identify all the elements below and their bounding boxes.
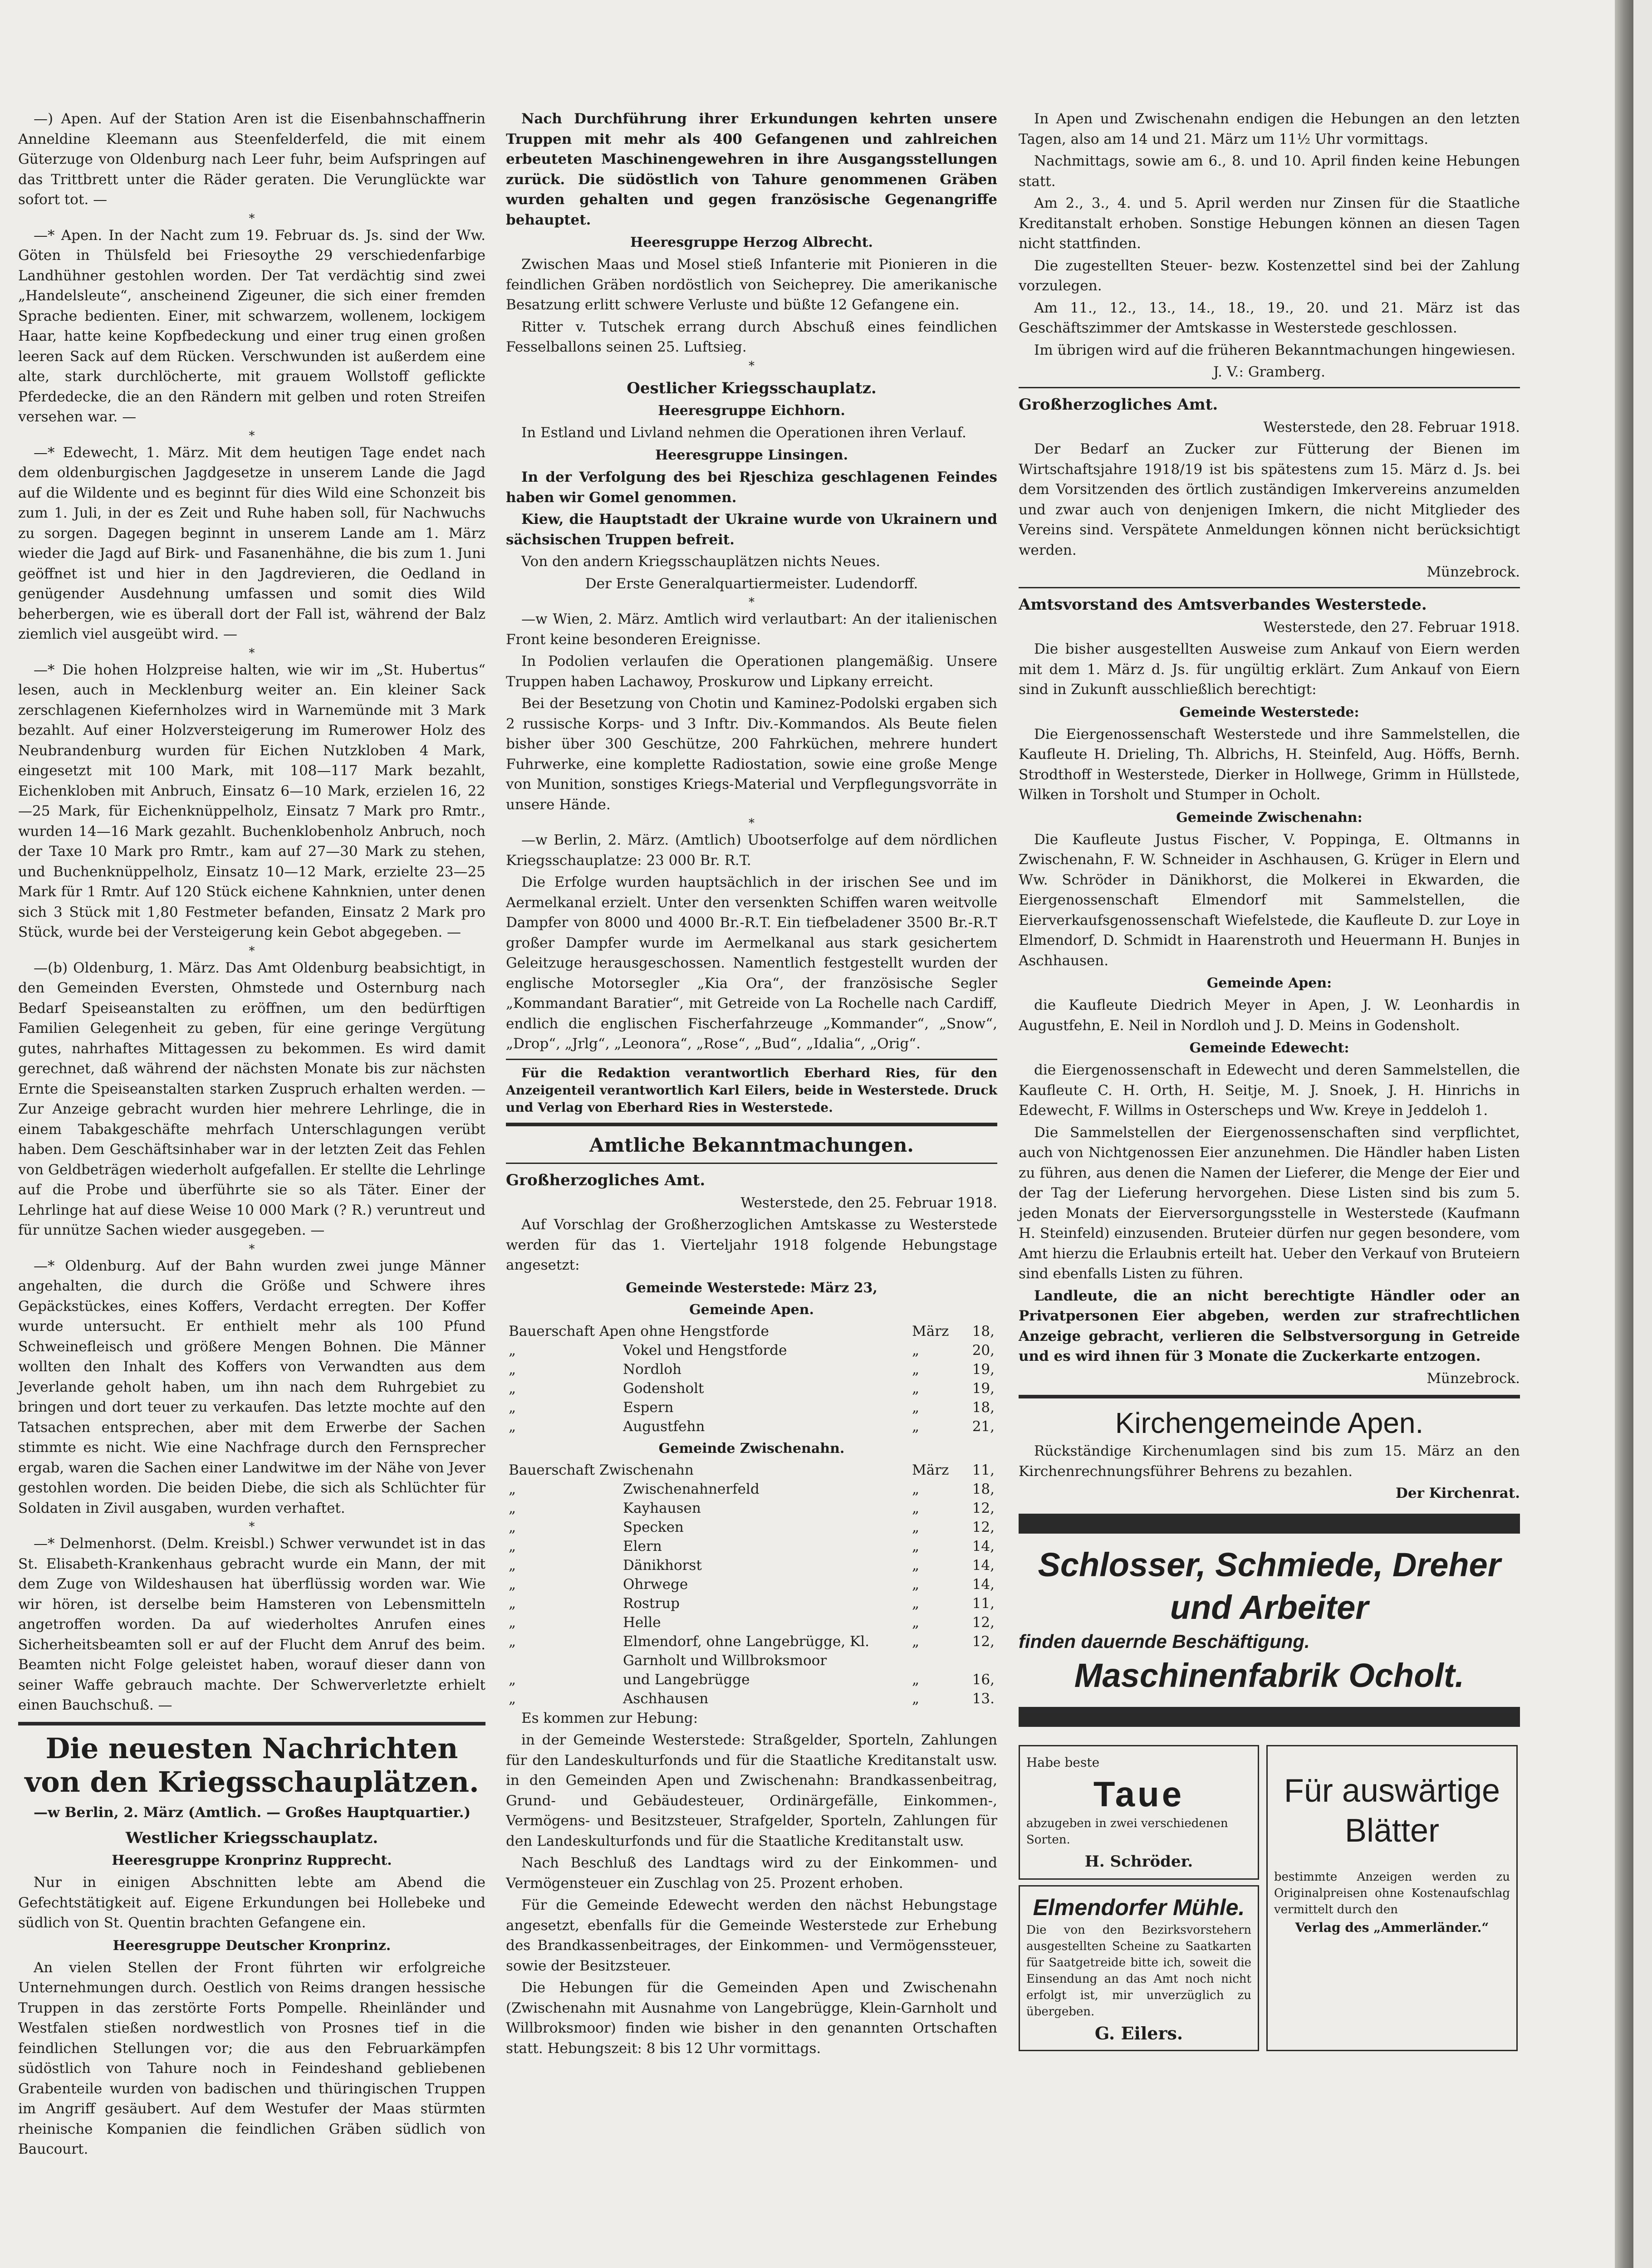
separator-star: * [249,429,255,443]
collection-items: in der Gemeinde Westerstede: Straßgelder, Sporteln, Zahlungen für den Landeskulturfonds und für die Staatliche Kreditanstalt usw. in den Gemeinden Apen und Zwischenahn: Brandkassenbeitrag, Grund- und Gebäudesteuer, Ordinärgefälle, Einkommen-, Vermögens- und Besitzsteuer, Strafgelder, Sporteln, Zahlungen für den Landeskulturfonds und für die Staatliche Kreditanstalt usw. [506,1732,997,1849]
table-row [506,1556,997,1575]
article-edewecht: —* Edewecht, 1. März. Mit dem heutigen Tage endet nach dem oldenburgischen Jagdgesetze in unserem Lande die Jagd auf die Wildente und es beginnt für dies Wild eine Schonzeit bis zum 1. Juli, in der es Zeit und Ruhe haben soll, für Nachwuchs zu sorgen. Dagegen beginnt in unserem Lande am 1. März wieder die Jagd auf Birk- und Fasanenhähne, die bis zum 1. Juni geöffnet ist und hier in den Jagdrevieren, die Oedland in genügender Ausdehnung umfassen und somit dies Wild beherbergen, wie es überall dort der Fall ist, während der Balz ziemlich viel ausgeübt wird. — [18,444,485,642]
municipality-apen: Gemeinde Apen. [689,1301,814,1318]
table-cell: Espern [623,1399,674,1416]
table-cell: „ [509,1576,516,1593]
table-cell: 12, [972,1633,995,1650]
rope-ad-pre: Habe beste [1026,1755,1100,1770]
church-title: Kirchengemeinde Apen. [1115,1407,1424,1439]
table-cell: „ [912,1481,920,1497]
table-cell: „ [509,1519,516,1535]
table-cell: „ [509,1500,516,1516]
table-cell: Vokel und Hengstforde [623,1342,787,1359]
table-cell: Bauerschaft Apen ohne Hengstforde [509,1323,769,1339]
article-holzpreise: —* Die hohen Holzpreise halten, wie wir im „St. Hubertus“ lesen, auch in Mecklenburg weiter an. Ein kleiner Sack zerschlagenen Kiefernholzes wird in Warnemünde mit 3 Mark bezahlt. Auf einer Holzversteigerung im Rumerower Holz des Neubrandenburg wurden für Eichen Nutzkloben 4 Mark, eingesetzt mit 100 Mark, mit 108—117 Mark bezahlt, Eichenkloben mit Anbruch, Einsatz 6—10 Mark, erzielen 16, 22—25 Mark, für Eichenknüppelholz, Einsatz 7 Mark pro Rmtr., wurden 14—16 Mark gezahlt. Buchenklobenholz Anbruch, noch der Taxe 10 Mark pro Rmtr., kam auf 27—30 Mark zu stehen, und Buchenknüppelholz, Einsatz 10—12 Mark, erzielte 23—25 Mark für 1 Rmtr. Auf 120 Stück eichene Kahnknien, unter denen sich 3 Stück mit 1,80 Festmeter befanden, Einsatz 2 Mark pro Stück, wurde bei der Versteigerung kein Gebot abgegeben. — [18,661,485,940]
separator-star: * [749,596,755,609]
article-apen-1: —) Apen. Auf der Station Aren ist die Eisenbahnschaffnerin Anneldine Kleemann aus Steenfelderfeld, die mit einem Güterzuge von Oldenburg nach Leer fuhr, beim Aufspringen auf das Trittbrett unter die Räder geraten. Die Verunglückte war sofort tot. — [18,111,485,208]
edewecht-dealers: die Eiergenossenschaft in Edewecht und deren Sammelstellen, die Kaufleute C. H. Orth, H. Seitje, M. J. Snoek, J. H. Hinrichs in Edewecht, F. Willms in Osterscheps und Ww. Kreye in Jeddeloh 1. [1019,1062,1520,1119]
table-cell: 18, [972,1481,995,1497]
army-group-3-text: Zwischen Maas und Mosel stieß Infanterie mit Pionieren in die feindlichen Gräben nordöstlich von Seicheprey. Die amerikanische Besatzung erlitt schwere Verluste und büßte 12 Gefangene ein. [506,256,997,313]
table-cell: „ [509,1399,516,1416]
table-cell: „ [509,1538,516,1554]
table-row [506,1379,997,1398]
office-heading: Großherzogliches Amt. [506,1171,706,1189]
divider [1019,1395,1520,1398]
egg-warning: Landleute, die an nicht berechtigte Händler oder an Privatpersonen Eier abgeben, werden zur strafrechtlichen Anzeige gebracht, verlieren die Selbstversorgung in Getreide und es wird ihnen für 3 Monate die Zuckerkarte entzogen. [1019,1287,1520,1364]
separator-star: * [249,646,255,660]
notice-p2: Nachmittags, sowie am 6., 8. und 10. April finden keine Hebungen statt. [1019,153,1520,190]
table-row [506,1537,997,1556]
table-cell: 12, [972,1614,995,1631]
ad-bar-top [1019,1514,1520,1534]
east-front-title: Oestlicher Kriegsschauplatz. [627,379,877,397]
collection-times: Die Hebungen für die Gemeinden Apen und Zwischenahn (Zwischenahn mit Ausnahme von Langebrügge, Klein-Garnholt und Willbroksmoor) finden wie bisher in den genannten Ortschaften statt. Hebungszeit: 8 bis 12 Uhr vormittags. [506,1980,997,2057]
job-ad-company: Maschinenfabrik Ocholt. [1074,1656,1465,1694]
westerstede-dealers: Die Eiergenossenschaft Westerstede und ihre Sammelstellen, die Kaufleute H. Drieling, Th. Albrichs, H. Steinfeld, Aug. Höffs, Bernh. Strodthoff in Westerstede, Dierker in Hollwege, Grimm in Hüllstede, Wilken in Torsholt und Stumper in Ocholt. [1019,726,1520,803]
mill-ad [1019,1885,1259,2052]
army-group-4-title: Heeresgruppe Eichhorn. [658,402,845,419]
table-cell: „ [912,1557,920,1574]
divider [506,1123,997,1126]
municipality-westerstede: Gemeinde Westerstede: [1179,704,1359,720]
church-text: Rückständige Kirchenumlagen sind bis zum 15. März an den Kirchenrechnungsführer Behrens zu bezahlen. [1019,1443,1520,1480]
table-row [506,1594,997,1613]
table-cell: Ohrwege [623,1576,688,1593]
table-cell: 14, [972,1538,995,1554]
table-cell: Helle [623,1614,661,1631]
table-row [506,1689,997,1708]
mill-ad-signature: G. Eilers. [1094,2023,1183,2043]
army-group-3-title: Heeresgruppe Herzog Albrecht. [630,235,873,250]
table-cell: „ [912,1500,920,1516]
table-row [506,1670,997,1689]
office-date: Westerstede, den 25. Februar 1918. [740,1194,997,1211]
army-group-2-text: An vielen Stellen der Front führten wir erfolgreiche Unternehmungen durch. Oestlich von Reims drangen hessische Truppen in das zerstörte Forts Pompelle. Rheinländer und Westfalen stießen nordwestlich von Prosnes tief in die feindlichen Stellungen vor; die aus den Februarkämpfen südöstlich von Tahure noch in Feindeshand gebliebenen Grabenteile wurden von badischen und thüringischen Truppen im Angriff gesäubert. Auf dem Westufer der Maas stürmten rheinische Kompanien die feindlichen Gräben südlich von Baucourt. [18,1959,485,2157]
table-cell: Aschhausen [623,1690,709,1707]
association-heading: Amtsvorstand des Amtsverbandes Westerstede. [1019,595,1427,614]
army-group-5-text: In der Verfolgung des bei Rjeschiza geschlagenen Feindes haben wir Gomel genommen. [506,469,997,506]
collection-intro: Es kommen zur Hebung: [521,1710,698,1726]
wien-report-2: In Podolien verlaufen die Operationen plangemäßig. Unsere Truppen haben Lachawoy, Proskurow und Lipkany erreicht. [506,653,997,690]
article-delmenhorst: —* Delmenhorst. (Delm. Kreisbl.) Schwer verwundet ist in das St. Elisabeth-Krankenhaus gebracht wurde ein Mann, der mit dem Zuge von Wildeshausen hat überflüssig worden war. Wie wir hören, ist derselbe beim Hamsteren von Lebensmitteln angetroffen worden. Da auf wiederholtes Anrufen eines Sicherheitsbeamten soll er auf der Flucht dem Anruf des beim. Beamten nicht Folge geleistet haben, worauf dieser dann von seiner Waffe gebrauch machte. Der Schwerverletzte erhielt einen Bauchschuß. — [18,1535,485,1713]
notice-p3: Am 2., 3., 4. und 5. April werden nur Zinsen für die Staatliche Kreditanstalt erhoben. Sonstige Hebungen können an diesen Tagen nicht stattfinden. [1019,195,1520,252]
mill-ad-title: Elmendorfer Mühle. [1033,1894,1245,1920]
municipality-zwischenahn: Gemeinde Zwischenahn. [658,1440,845,1457]
war-lead: Nach Durchführung ihrer Erkundungen kehrten unsere Truppen mit mehr als 400 Gefangenen und zahlreichen erbeuteten Maschinengewehren in ihre Ausgangsstellungen zurück. Die südöstlich von Tahure genommenen Gräben wurden gehalten und gegen französische Gegenangriffe behauptet. [506,111,997,228]
berlin-report: —w Berlin, 2. März. (Amtlich) Ubootserfolge auf dem nördlichen Kriegsschauplatze: 23 000 Br. R.T. [506,832,997,869]
official-notices-title: Amtliche Bekanntmachungen. [589,1134,914,1156]
table-cell: „ [509,1595,516,1612]
foreign-papers-title-1: Für auswärtige [1284,1772,1500,1809]
collection-surcharge: Nach Beschluß des Landtags wird zu der Einkommen- und Vermögensteuer ein Zuschlag von 25. Prozent erhoben. [506,1855,997,1892]
apen-dealers: die Kaufleute Diedrich Meyer in Apen, J. W. Leonhardis in Augustfehn, E. Neil in Nordloh und J. D. Meins in Godensholt. [1019,997,1520,1034]
notice-signature: J. V.: Gramberg. [1213,364,1326,380]
table-cell: Godensholt [623,1380,704,1397]
notice-p5: Am 11., 12., 13., 14., 18., 19., 20. und 21. März ist das Geschäftszimmer der Amtskasse in Westerstede geschlossen. [1019,299,1520,336]
separator-star: * [249,944,255,958]
report-signature: Der Erste Generalquartiermeister. Ludendorff. [585,575,918,592]
table-row [506,1480,997,1499]
article-oldenburg-2: —* Oldenburg. Auf der Bahn wurden zwei junge Männer angehalten, die durch die Größe und Schwere ihres Gepäckstückes, eines Koffers, Verdacht erregten. Der Koffer wurde untersucht. Er enthielt mehr als 100 Pfund Schweinefleisch und größere Mengen Bohnen. Die Männer wollten den Inhalt des Koffers von Verwandten aus dem Jeverlande geholt haben, um ihn nach dem Ruhrgebiet zu bringen und dort teuer zu verkaufen. Das letzte mochte auf den Tatsachen entsprechen, aber mit dem Erwerbe der Sachen stimmte es nicht. Wie eine Nachfrage durch den Fernsprecher ergab, waren die Sachen einer Landwitwe im der Nähe von Jever gestohlen worden. Die beiden Diebe, die sich als Schlüchter für Soldaten in Zivil ausgaben, wurden verhaftet. [18,1257,485,1516]
army-group-5-title: Heeresgruppe Linsingen. [655,447,848,463]
table-cell: Dänikhorst [623,1557,702,1574]
army-group-2-title: Heeresgruppe Deutscher Kronprinz. [113,1937,391,1954]
sugar-signature: Münzebrock. [1427,564,1520,580]
table-cell: „ [912,1690,920,1707]
table-cell: „ [912,1361,920,1378]
table-cell: „ [509,1557,516,1574]
table-cell: „ [509,1690,516,1707]
association-date: Westerstede, den 27. Februar 1918. [1263,619,1520,635]
table-cell: 19, [972,1380,995,1397]
foreign-papers-title-2: Blätter [1344,1812,1440,1849]
berlin-report-2: Die Erfolge wurden hauptsächlich in der irischen See und im Aermelkanal erzielt. Unter den versenkten Schiffen waren weitvolle Dampfer von 8000 und 4000 Br.-R.T. Ein tiefbeladener 3500 Br.-R.T großer Dampfer wurde im Aermelkanal aus stark gesichertem Geleitzuge herausgeschossen. Namentlich festgestellt wurden der englische Motorsegler „Kia Ora“, der französische Segler „Kommandant Baratier“, mit Getreide von La Rochelle nach Cardiff, endlich die englischen Fischerfahrzeuge „Kommander“, „Snow“, „Drop“, „Jrlg“, „Leonora“, „Rose“, „Bud“, „Idalia“, „Orig“. [506,874,997,1052]
west-front-title: Westlicher Kriegsschauplatz. [125,1829,378,1847]
divider [506,1163,997,1164]
wien-report: —w Wien, 2. März. Amtlich wird verlautbart: An der italienischen Front keine besonderen Ereignisse. [506,611,997,648]
table-cell: 16, [972,1671,995,1688]
table-row [506,1398,997,1417]
table-cell: 21, [972,1418,995,1435]
table-cell: „ [912,1671,920,1688]
separator-star: * [249,1242,255,1256]
table-cell: „ [912,1595,920,1612]
divider [506,1059,997,1060]
army-group-1-title: Heeresgruppe Kronprinz Rupprecht. [112,1853,392,1868]
table-cell: „ [509,1342,516,1359]
table-cell: Nordloh [623,1361,681,1378]
separator-star: * [749,816,755,830]
table-cell: 18, [972,1323,995,1339]
table-cell: Kayhausen [623,1500,701,1516]
zwischenahn-dealers: Die Kaufleute Justus Fischer, V. Poppinga, E. Oltmanns in Zwischenahn, F. W. Schneider in Aschhausen, G. Krüger in Elern und Ww. Schröder in Dänikhorst, die Molkerei in Ekwarden, die Eiergenossenschaft Elmendorf mit Sammelstellen, die Eierverkaufsgenossenschaft Wiefelstede, die Kaufleute D. zur Loye in Elmendorf, D. Schmidt in Haarenstroth und Heuermann H. Bunjes in Aschhausen. [1019,831,1520,969]
mill-ad-text: Die von den Bezirksvorstehern ausgestellten Scheine zu Saatkarten für Saatgetreide bitte ich, soweit die Einsendung an das Amt noch nicht erfolgt ist, mir unverzüglich zu übergeben. [1026,1923,1251,2019]
divider [18,1722,485,1725]
egg-notice: Die bisher ausgestellten Ausweise zum Ankauf von Eiern werden mit dem 1. März d. Js. für ungültig erklärt. Zum Ankauf von Eiern sind in Zukunft ausschließlich berechtigt: [1019,641,1520,698]
foreign-papers-ad [1266,1745,1518,2052]
municipality-zwischenahn: Gemeinde Zwischenahn: [1176,809,1363,826]
egg-signature: Münzebrock. [1427,1370,1520,1387]
article-apen-2: —* Apen. In der Nacht zum 19. Februar ds. Js. sind der Ww. Göten in Thülsfeld bei Friesoythe 29 verschiedenfarbige Landhühner gestohlen worden. Der Tat verdächtig sind zwei „Handelsleute“, anscheinend Zigeuner, die sich einer fremden Sprache bedienten. Einer, mit schwarzem, wollenem, lockigem Haar, hatte keine Kopfbedeckung und einer trug einen großen leeren Sack auf dem Rücken. Verschwunden ist außerdem eine alte, stark durchlöcherte, mit grauem Wollstoff geflickte Pferdedecke, die an den Rändern mit gelben und roten Streifen versehen war. — [18,227,485,425]
table-cell: 12, [972,1500,995,1516]
office-intro: Auf Vorschlag der Großherzoglichen Amtskasse zu Westerstede werden für das 1. Vierteljahr 1918 folgende Hebungstage angesetzt: [506,1217,997,1273]
table-cell: „ [509,1614,516,1631]
rope-ad-signature: H. Schröder. [1084,1853,1193,1871]
table-cell: „ [509,1633,516,1650]
municipality-westerstede: Gemeinde Westerstede: März 23, [626,1280,877,1296]
small-ads-left [1019,1745,1259,2052]
page-binding-edge [1615,0,1633,2268]
table-cell: „ [912,1342,920,1359]
table-cell: „ [912,1576,920,1593]
column-1 [18,109,485,2161]
army-group-1-text: Nur in einigen Abschnitten lebte am Abend die Gefechtstätigkeit auf. Eigene Erkundungen bei Hollebeke und südlich von St. Quentin brachten Gefangene ein. [18,1874,485,1931]
job-ad-line-3: finden dauernde Beschäftigung. [1019,1630,1310,1652]
table-row [506,1613,997,1632]
ad-bar-bottom [1019,1707,1520,1727]
imprint: Für die Redaktion verantwortlich Eberhard Ries, für den Anzeigenteil verantwortlich Karl Eilers, beide in Westerstede. Druck und Verlag von Eberhard Ries in Westerstede. [506,1065,997,1115]
table-cell: März [912,1323,949,1339]
army-group-4-text: In Estland und Livland nehmen die Operationen ihren Verlauf. [521,424,966,441]
divider [1019,387,1520,388]
small-ads-row [1019,1745,1520,2052]
table-cell: „ [912,1614,920,1631]
war-news-title: Die neuesten Nachrichten von den Kriegsschauplätzen. [25,1731,479,1799]
table-cell: „ [912,1380,920,1397]
table-row [506,1341,997,1360]
church-signature: Der Kirchenrat. [1396,1485,1520,1501]
table-row [506,1575,997,1594]
table-cell: 13. [972,1690,995,1707]
job-ad-line-1: Schlosser, Schmiede, Dreher [1038,1545,1501,1584]
foreign-papers-text: bestimmte Anzeigen werden zu Originalpreisen ohne Kostenaufschlag vermittelt durch den [1274,1870,1510,1916]
office-date-2: Westerstede, den 28. Februar 1918. [1263,419,1520,435]
table-cell: 12, [972,1519,995,1535]
table-cell: „ [912,1399,920,1416]
table-cell: Elmendorf, ohne Langebrügge, Kl. Garnholt und Willbroksmoor [623,1633,869,1669]
table-cell: „ [509,1671,516,1688]
war-intro: —w Berlin, 2. März (Amtlich. — Großes Hauptquartier.) [34,1804,471,1821]
municipality-apen: Gemeinde Apen: [1206,975,1332,991]
rope-ad-text: abzugeben in zwei verschiedenen Sorten. [1026,1817,1228,1847]
table-cell: Zwischenahnerfeld [623,1481,760,1497]
table-cell: 14, [972,1576,995,1593]
table-cell: „ [509,1481,516,1497]
table-row [506,1322,997,1341]
table-cell: „ [509,1380,516,1397]
table-cell: „ [912,1519,920,1535]
table-cell: 11, [972,1461,995,1478]
table-row [506,1417,997,1436]
notice-p1: In Apen und Zwischenahn endigen die Hebungen an den letzten Tagen, also am 14 und 21. März um 11½ Uhr vormittags. [1019,111,1520,147]
notice-p4: Die zugestellten Steuer- bezw. Kostenzettel sind bei der Zahlung vorzulegen. [1019,257,1520,294]
sugar-notice: Der Bedarf an Zucker zur Fütterung der Bienen im Wirtschaftsjahre 1918/19 ist bis spätestens zum 15. März d. Js. bei dem Vorsitzenden des örtlich zuständigen Imkervereins anzumelden und zwar auch von denjenigen Imkern, die nicht Mitglieder des Vereins sind. Verspätete Anmeldungen können nicht berücksichtigt werden. [1019,441,1520,558]
divider [1019,587,1520,588]
table-row [506,1360,997,1379]
job-ad-line-2: und Arbeiter [1170,1588,1369,1626]
collection-edewecht: Für die Gemeinde Edewecht werden den nächst Hebungstage angesetzt, ebenfalls für die Gemeinde Westerstede zur Erhebung des Brandkassenbeitrages, der Einkommen- und Vermögenssteuer, sowie der Besitzsteuer. [506,1897,997,1974]
separator-star: * [249,1520,255,1534]
table-row [506,1499,997,1518]
table-cell: 19, [972,1361,995,1378]
table-cell: Bauerschaft Zwischenahn [509,1461,694,1478]
office-heading-2: Großherzogliches Amt. [1019,395,1218,414]
apen-schedule-table [506,1322,997,1436]
table-cell: Specken [623,1519,684,1535]
table-cell: „ [912,1418,920,1435]
egg-rules: Die Sammelstellen der Eiergenossenschaften sind verpflichtet, auch von Nichtgenossen Eier anzunehmen. Die Händler haben Listen zu führen, aus denen die Namen der Lieferer, die Menge der Eier und der Tag der Lieferung hervorgehen. Diese Listen sind bis zum 5. jeden Monats der Eierversorgungsstelle in Westerstede (Kaufmann H. Steinfeld) einzusenden. Bruteier dürfen nur gegen besondere, vom Amt hierzu die Erlaubnis erteilt hat. Ueber den Verkauf von Bruteiern sind ebenfalls Listen zu führen. [1019,1124,1520,1282]
table-cell: „ [509,1418,516,1435]
rope-ad [1019,1745,1259,1880]
notice-p6: Im übrigen wird auf die früheren Bekanntmachungen hingewiesen. [1034,342,1516,358]
table-cell: 20, [972,1342,995,1359]
table-row [506,1632,997,1670]
rope-ad-title: Taue [1093,1774,1185,1814]
table-cell: und Langebrügge [623,1671,750,1688]
army-group-3-text2: Ritter v. Tutschek errang durch Abschuß eines feindlichen Fesselballons seinen 25. Luftsieg. [506,318,997,355]
foreign-papers-signature: Verlag des „Ammerländer.“ [1295,1920,1489,1935]
table-cell: 11, [972,1595,995,1612]
table-cell: „ [912,1538,920,1554]
table-cell: Elern [623,1538,662,1554]
table-cell: „ [509,1361,516,1378]
separator-star: * [749,359,755,373]
separator-star: * [249,211,255,225]
article-oldenburg-1: —(b) Oldenburg, 1. März. Das Amt Oldenburg beabsichtigt, in den Gemeinden Eversten, Ohmstede und Osternburg nach Bedarf Speiseanstalten zu eröffnen, um den bedürftigen Familien Gelegenheit zu geben, für eine geringe Vergütung gutes, nahrhaftes Mittagessen zu bekommen. Es wird damit gerechnet, daß während der nächsten Monate bis zur nächsten Ernte die Speiseanstalten starken Zuspruch erhalten werden. — Zur Anzeige gebracht wurden hier mehrere Lehrlinge, die in einem Tabakgeschäfte mehrfach Unterschlagungen verübt haben. Dem Geschäftsinhaber war in der letzten Zeit das Fehlen von Geldbeträgen wiederholt aufgefallen. Er stellte die Lehrlinge auf die Probe und überführte sie so als Täter. Einer der Lehrlinge hat auf diese Weise 10 000 Mark (? R.) veruntreut und für unnütze Sachen wieder ausgegeben. — [18,959,485,1238]
municipality-edewecht: Gemeinde Edewecht: [1189,1040,1349,1056]
army-group-5-text3: Von den andern Kriegsschauplätzen nichts Neues. [521,553,881,570]
wien-report-3: Bei der Besetzung von Chotin und Kaminez-Podolski ergaben sich 2 russische Korps- und 3 Inftr. Div.-Kommandos. Als Beute fielen bisher über 300 Geschütze, 200 Fahrküchen, mehrere hundert Fuhrwerke, eine komplette Radiostation, sowie eine große Menge von Munition, sonstiges Kriegs-Material und Verpflegungsvorräte in unsere Hände. [506,695,997,813]
table-cell: „ [912,1633,920,1650]
zwischenahn-schedule-table [506,1461,997,1708]
column-3 [1019,109,1520,2051]
army-group-5-text2: Kiew, die Hauptstadt der Ukraine wurde von Ukrainern und sächsischen Truppen befreit. [506,511,997,548]
table-row [506,1461,997,1480]
table-cell: 18, [972,1399,995,1416]
column-2 [506,109,997,2060]
table-cell: März [912,1461,949,1478]
table-row [506,1518,997,1537]
table-cell: 14, [972,1557,995,1574]
table-cell: Rostrup [623,1595,680,1612]
table-cell: Augustfehn [623,1418,705,1435]
